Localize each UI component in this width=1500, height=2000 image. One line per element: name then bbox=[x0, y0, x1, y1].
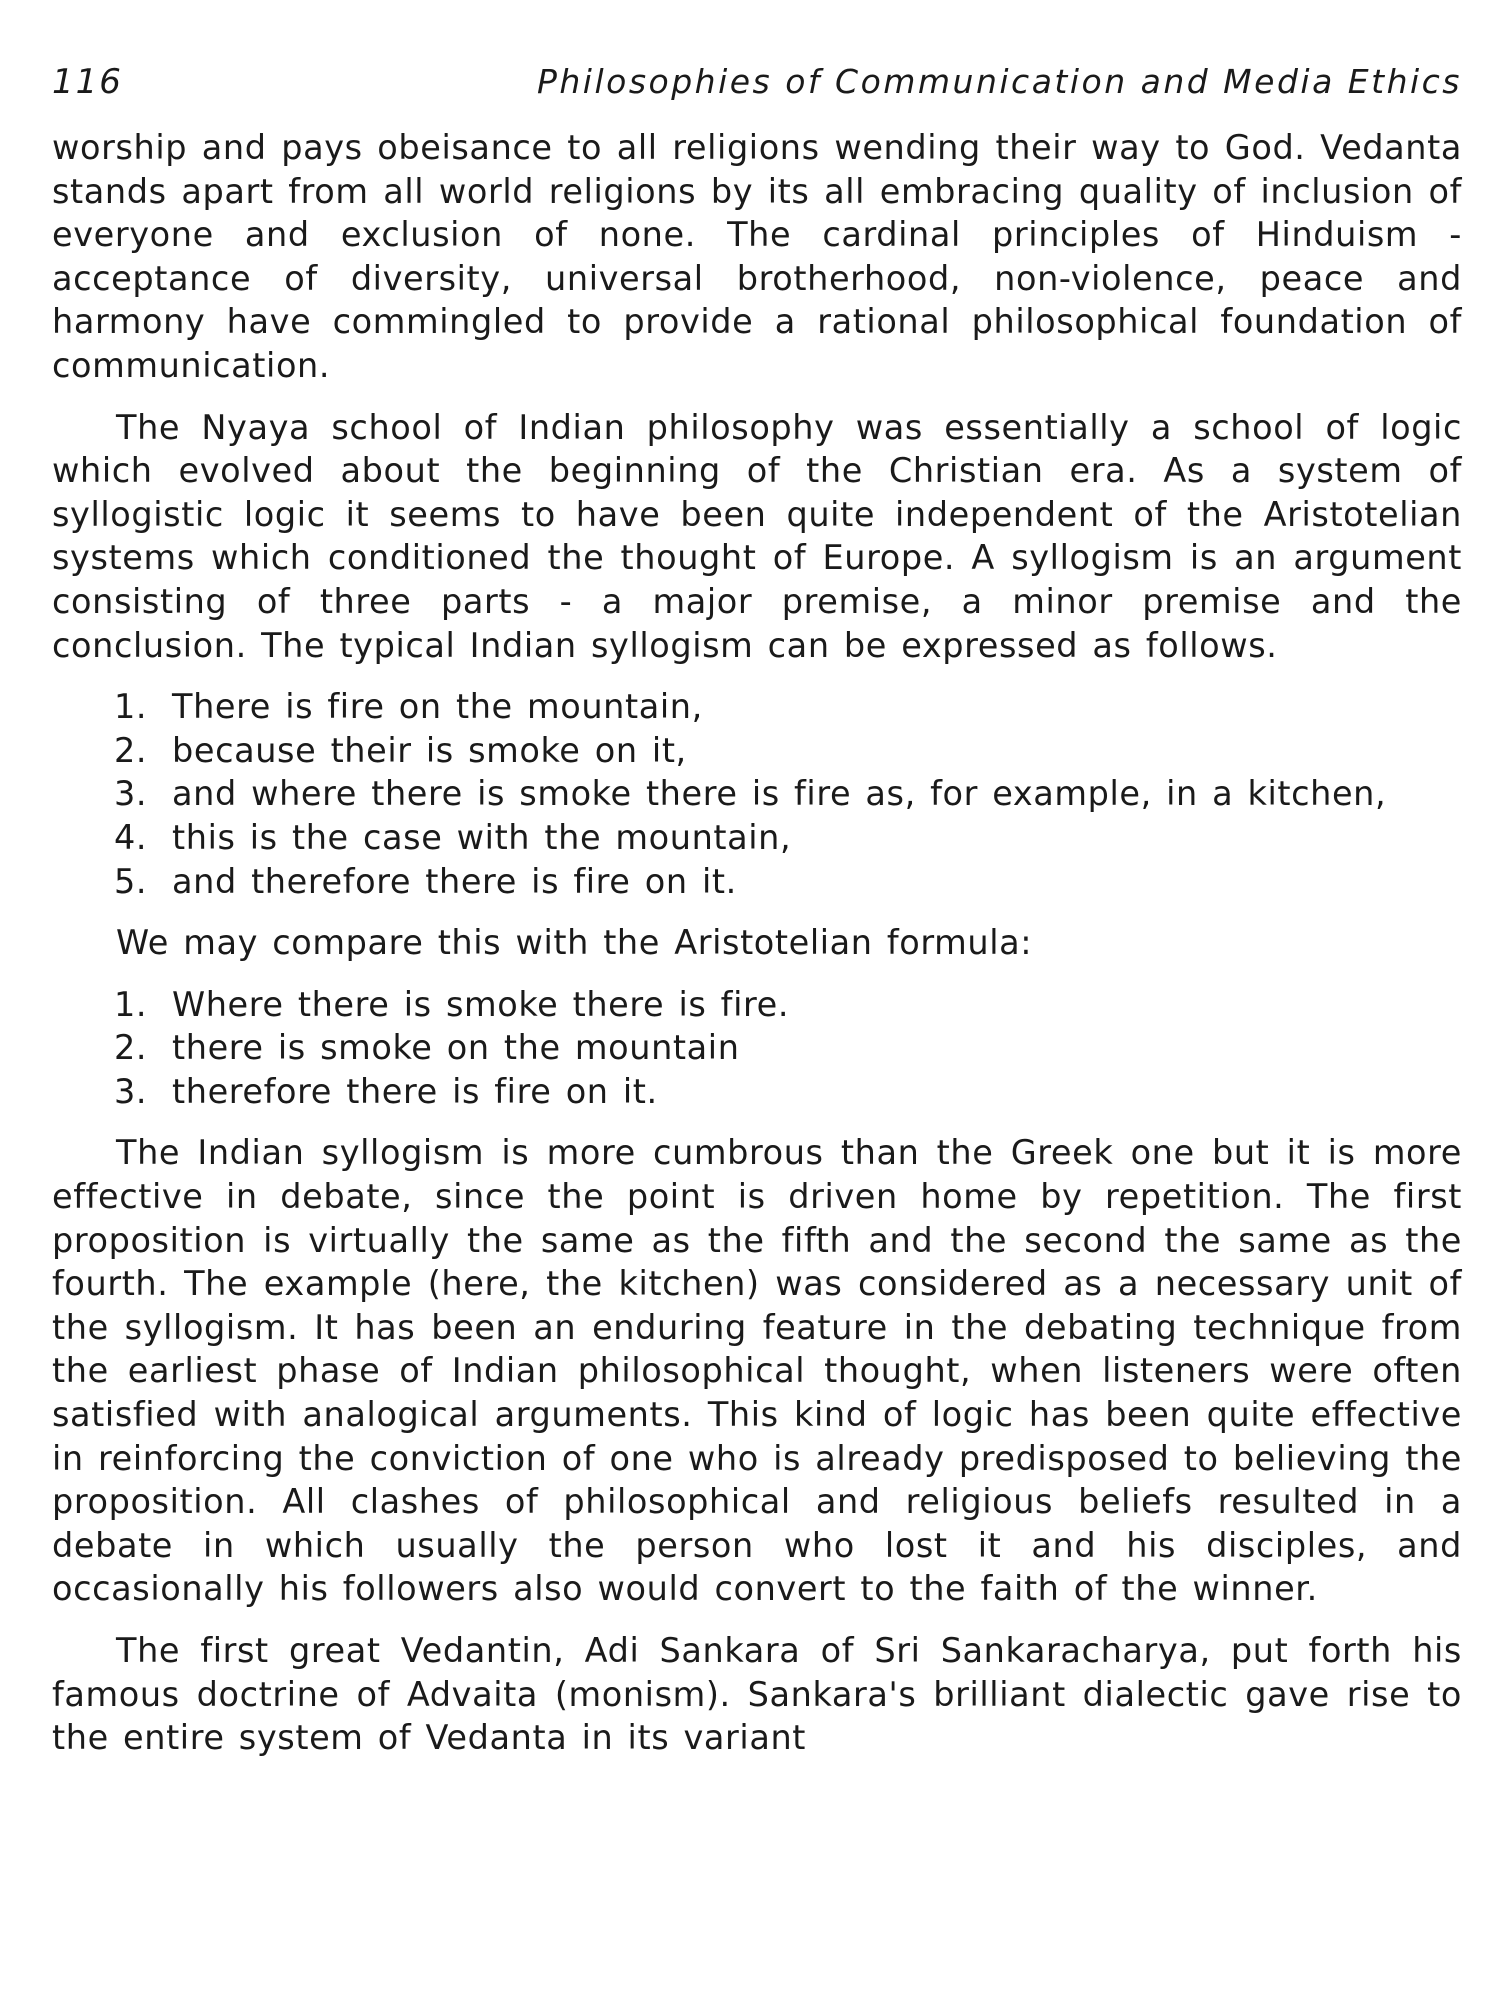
aristotelian-formula-list bbox=[52, 983, 1462, 1114]
list-item bbox=[114, 1026, 1462, 1070]
list-item-text: and where there is smoke there is fire as, for example, in a kitchen, bbox=[172, 774, 1387, 814]
list-item bbox=[114, 816, 1462, 860]
paragraph-indian-syllogism: The Indian syllogism is more cumbrous than the Greek one but it is more effective in debate, since the point is driven home by repetition. The first proposition is virtually the same as the fifth and the second the same as the fourth. The example (here, the kitchen) was considered as a necessary unit of the syllogism. It has been an enduring feature in the debating technique from the earliest phase of Indian philosophical thought, when listeners were often satisfied with analogical arguments. This kind of logic has been quite effective in reinforcing the conviction of one who is already predisposed to believing the proposition. All clashes of philosophical and religious beliefs resulted in a debate in which usually the person who lost it and his disciples, and occasionally his followers also would convert to the faith of the winner. bbox=[52, 1133, 1462, 1609]
body-text bbox=[52, 126, 1462, 1760]
paragraph-vedanta-continued: worship and pays obeisance to all religions wending their way to God. Vedanta stands apart from all world religions by its all embracing quality of inclusion of everyone and exclusion of none. The cardinal principles of Hinduism - acceptance of diversity, universal brotherhood, non-violence, peace and harmony have commingled to provide a rational philosophical foundation of communication. bbox=[52, 128, 1462, 385]
list-item-number: 1. bbox=[114, 984, 148, 1024]
list-item bbox=[114, 685, 1462, 729]
list-item-text: because their is smoke on it, bbox=[172, 730, 687, 770]
list-item bbox=[114, 860, 1462, 904]
list-item-number: 1. bbox=[114, 687, 148, 727]
page-number: 116 bbox=[52, 62, 123, 102]
compare-line: We may compare this with the Aristotelian formula: bbox=[116, 923, 1033, 963]
list-item-number: 2. bbox=[114, 730, 148, 770]
list-item bbox=[114, 772, 1462, 816]
list-item-number: 3. bbox=[114, 774, 148, 814]
list-item bbox=[114, 729, 1462, 773]
list-item bbox=[114, 983, 1462, 1027]
list-item-text: this is the case with the mountain, bbox=[172, 817, 792, 857]
indian-syllogism-list bbox=[52, 685, 1462, 903]
list-item-text: and therefore there is fire on it. bbox=[172, 861, 737, 901]
paragraph-nyaya-school: The Nyaya school of Indian philosophy was essentially a school of logic which evolved about the beginning of the Christian era. As a system of syllogistic logic it seems to have been quite independent of the Aristotelian systems which conditioned the thought of Europe. A syllogism is an argument consisting of three parts - a major premise, a minor premise and the conclusion. The typical Indian syllogism can be expressed as follows. bbox=[52, 407, 1462, 665]
list-item bbox=[114, 1070, 1462, 1114]
list-item-text: therefore there is fire on it. bbox=[172, 1071, 658, 1111]
list-item-text: There is fire on the mountain, bbox=[172, 687, 703, 727]
paragraph-adi-sankara: The first great Vedantin, Adi Sankara of Sri Sankaracharya, put forth his famous doctrine of Advaita (monism). Sankara's brilliant dialectic gave rise to the entire system of Vedanta in its variant bbox=[52, 1631, 1462, 1758]
list-item-number: 2. bbox=[114, 1028, 148, 1068]
list-item-number: 3. bbox=[114, 1071, 148, 1111]
list-item-number: 4. bbox=[114, 817, 148, 857]
list-item-text: Where there is smoke there is fire. bbox=[172, 984, 790, 1024]
list-item-text: there is smoke on the mountain bbox=[172, 1028, 740, 1068]
list-item-number: 5. bbox=[114, 861, 148, 901]
running-title: Philosophies of Communication and Media Ethics bbox=[536, 62, 1462, 101]
running-header bbox=[52, 62, 1462, 112]
